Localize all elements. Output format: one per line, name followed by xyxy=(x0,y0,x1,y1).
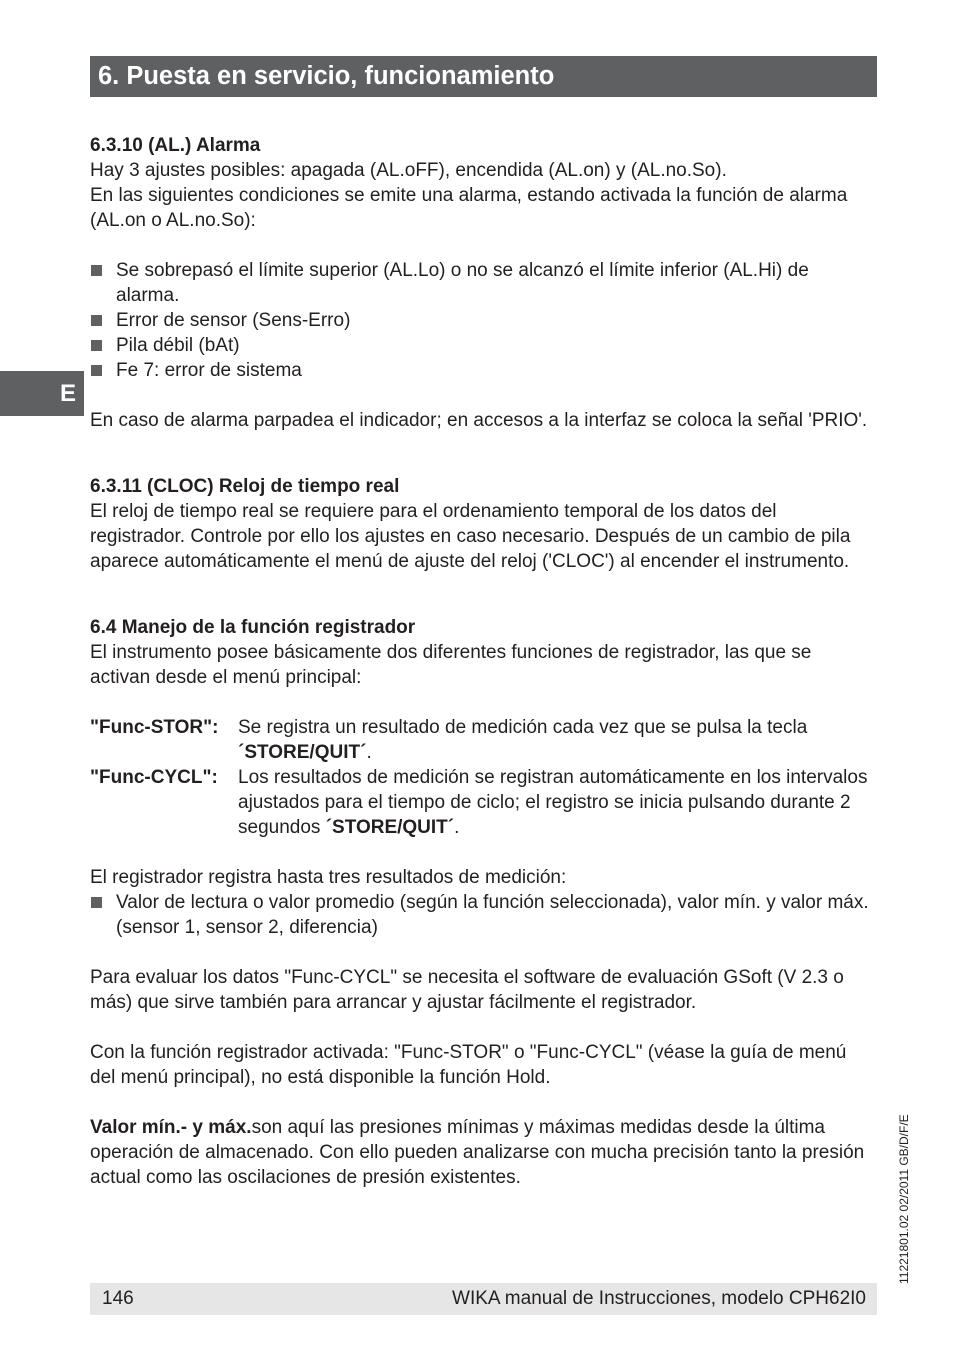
alarm-conditions-text: En las siguientes condiciones se emite una alarma, estando activada la función de alarma (AL.on o AL.no.So): xyxy=(90,185,848,231)
list-item: Fe 7: error de sistema xyxy=(90,358,875,383)
store-quit-key: ´STORE/QUIT´ xyxy=(325,817,455,838)
clock-text: El reloj de tiempo real se requiere para el ordenamiento temporal de los datos del registrador. Controle por ello los ajustes en caso necesario. Después de un cambio de pila aparece automáticamente el menú de ajuste del reloj ('CLOC') al encender el instrumento. xyxy=(90,501,851,572)
minmax-description: son aquí las presiones mínimas y máximas medidas desde la última operación de almacenado. Con ello pueden analizarse con mucha precisión tanto la presión actual como las oscilaciones de presión existentes. xyxy=(90,1117,865,1188)
chapter-title: 6. Puesta en servicio, funcionamiento xyxy=(98,62,555,90)
func-stor-end: . xyxy=(366,742,372,763)
heading-alarm: 6.3.10 (AL.) Alarma xyxy=(90,135,261,156)
alarm-settings-text: Hay 3 ajustes posibles: apagada (AL.oFF), encendida (AL.on) y (AL.no.So). xyxy=(90,160,727,181)
func-stor-definition xyxy=(90,715,875,765)
document-id: 11221801.02 02/2011 GB/D/F/E xyxy=(897,1114,911,1284)
func-stor-term: "Func-STOR": xyxy=(90,717,219,738)
records-list xyxy=(90,890,875,940)
list-item: Pila débil (bAt) xyxy=(90,333,875,358)
heading-clock: 6.3.11 (CLOC) Reloj de tiempo real xyxy=(90,476,400,497)
func-cycl-definition xyxy=(90,765,875,840)
gsoft-text: Para evaluar los datos "Func-CYCL" se necesita el software de evaluación GSoft (V 2.3 o más) que sirve también para arrancar y ajustar fácilmente el registrador. xyxy=(90,967,844,1013)
language-tab-label: E xyxy=(59,380,76,407)
hold-text: Con la función registrador activada: "Func-STOR" o "Func-CYCL" (véase la guía de menú del menú principal), no está disponible la función Hold. xyxy=(90,1042,847,1088)
logger-intro-text: El instrumento posee básicamente dos diferentes funciones de registrador, las que se activan desde el menú principal: xyxy=(90,642,812,688)
page-number: 146 xyxy=(102,1288,134,1309)
minmax-text xyxy=(90,1115,875,1190)
page-content xyxy=(90,133,875,1190)
manual-title: WIKA manual de Instrucciones, modelo CPH62I0 xyxy=(452,1288,866,1309)
alarm-conditions-list xyxy=(90,258,875,383)
func-cycl-end: . xyxy=(454,817,460,838)
language-tab xyxy=(0,371,84,416)
list-item: Valor de lectura o valor promedio (según la función seleccionada), valor mín. y valor máx. (sensor 1, sensor 2, diferencia) xyxy=(90,890,875,940)
page-footer xyxy=(90,1283,877,1315)
func-cycl-description xyxy=(238,765,875,840)
alarm-indicator-text: En caso de alarma parpadea el indicador; en accesos a la interfaz se coloca la señal 'PRIO'. xyxy=(90,410,868,431)
chapter-header xyxy=(90,56,877,97)
func-cycl-text: Los resultados de medición se registran automáticamente en los intervalos ajustados para el tiempo de ciclo; el registro se inicia pulsando durante 2 segundos xyxy=(238,767,868,838)
minmax-label: Valor mín.- y máx. xyxy=(90,1117,252,1138)
list-item: Error de sensor (Sens-Erro) xyxy=(90,308,875,333)
list-item: Se sobrepasó el límite superior (AL.Lo) o no se alcanzó el límite inferior (AL.Hi) de alarma. xyxy=(90,258,875,308)
store-quit-key: ´STORE/QUIT´ xyxy=(238,742,367,763)
records-intro-text: El registrador registra hasta tres resultados de medición: xyxy=(90,867,567,888)
func-stor-description xyxy=(238,715,875,765)
func-stor-text: Se registra un resultado de medición cada vez que se pulsa la tecla xyxy=(238,717,808,738)
heading-logger: 6.4 Manejo de la función registrador xyxy=(90,617,416,638)
func-cycl-term: "Func-CYCL": xyxy=(90,767,218,788)
